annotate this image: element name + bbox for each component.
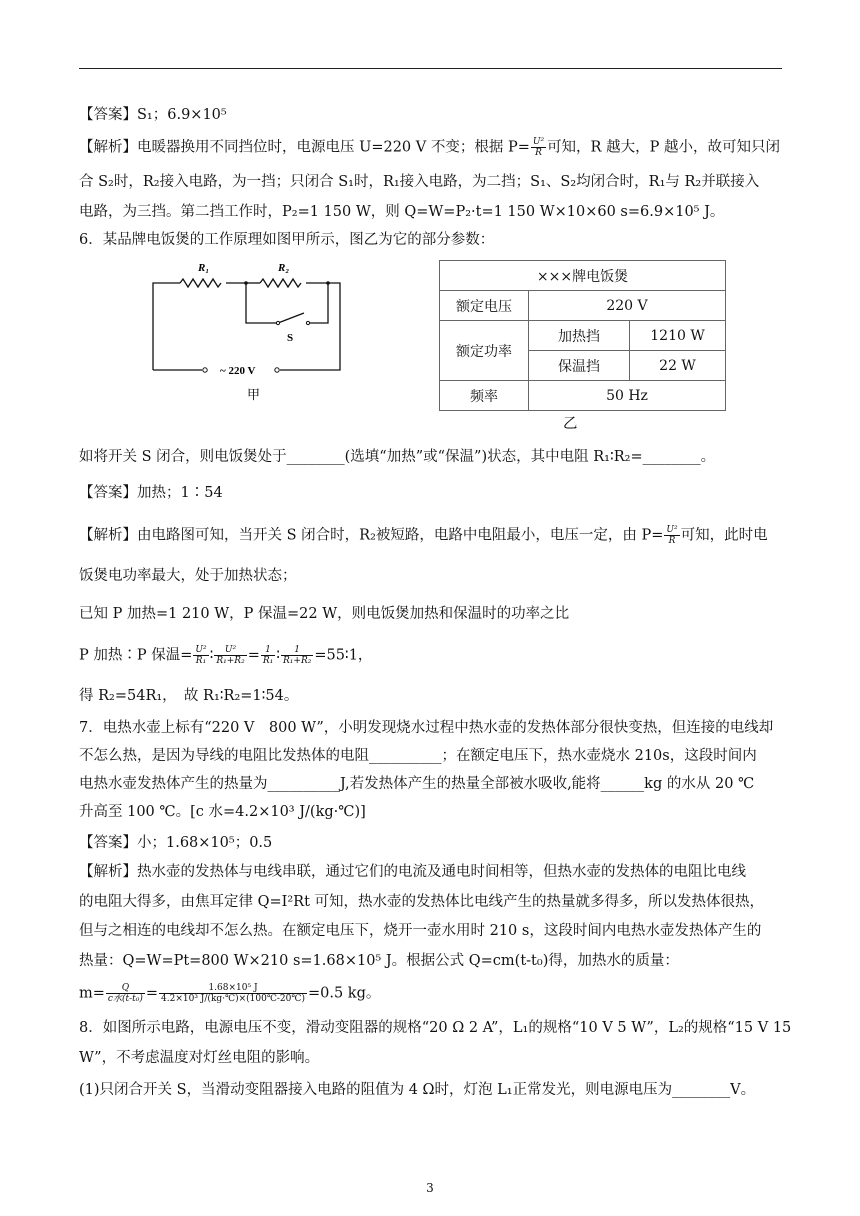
denominator: R₁+R₂ <box>216 656 245 666</box>
denominator: R₁+R₂ <box>283 656 312 666</box>
keep-value: 22 W <box>630 351 726 381</box>
resistor-r1 <box>180 279 221 287</box>
q7-explanation-line2: 的电阻大得多，由焦耳定律 Q=I²Rt 可知，热水壶的发热体比电线产生的热量就多得多，所以发热体很热， <box>79 894 765 910</box>
denominator: R₁ <box>262 656 274 666</box>
numerator: U² <box>666 525 678 535</box>
switch-contact <box>306 321 309 324</box>
rated-voltage-value: 220 V <box>529 291 726 321</box>
header-rule <box>79 68 782 69</box>
wire <box>308 283 328 323</box>
circuit-caption: 甲 <box>247 387 261 402</box>
q5-explanation-line2: 合 S₂时，R₂接入电路，为一挡；只闭合 S₁时，R₁接入电路，为二挡；S₁、S₂均闭合时，R₁与 R₂并联接入 <box>79 174 760 190</box>
q6-answer: 【答案】加热；1∶54 <box>79 485 223 501</box>
numerator: 1.68×10⁵ J <box>159 983 307 994</box>
fraction <box>159 983 307 1004</box>
numerator: U² <box>195 645 207 655</box>
explanation-label: 【解析】 <box>79 864 137 880</box>
q7-mass-formula <box>79 983 380 1004</box>
text: P 加热∶P 保温= <box>79 647 193 664</box>
q6-explanation-line1 <box>79 525 768 546</box>
r2-label: R₂ <box>278 262 290 274</box>
q8-line3: (1)只闭合开关 S，当滑动变阻器接入电路的阻值为 4 Ω时，灯泡 L₁正常发光，则电源电压为________V。 <box>79 1082 756 1098</box>
numerator: U² <box>532 137 545 147</box>
q7-answer: 【答案】小；1.68×10⁵；0.5 <box>79 835 273 851</box>
fraction <box>214 645 246 666</box>
freq-label: 频率 <box>440 381 529 411</box>
wire-right <box>280 283 340 370</box>
q6-explanation-line5: 得 R₂=54R₁， 故 R₁∶R₂=1∶54。 <box>79 688 299 704</box>
wire <box>246 283 278 323</box>
keep-label: 保温挡 <box>529 351 630 381</box>
numerator: U² <box>214 645 246 656</box>
junction-dot <box>244 281 248 285</box>
circuit-diagram <box>150 255 360 405</box>
r1-label: R₁ <box>198 262 210 274</box>
q6-explanation-line3: 已知 P 加热=1 210 W，P 保温=22 W，则电饭煲加热和保温时的功率之比 <box>79 606 570 622</box>
text: 热水壶的发热体与电线串联，通过它们的电流及通电时间相等，但热水壶的发热体的电阻比电线 <box>137 864 746 880</box>
explanation-label: 【解析】 <box>79 139 137 156</box>
table-caption: 乙 <box>563 416 578 432</box>
q5-explanation-line3: 电路，为三挡。第二挡工作时，P₂=1 150 W，则 Q=W=P₂·t=1 150 W×10×60 s=6.9×10⁵ J。 <box>79 204 725 220</box>
q8-line2: W”，不考虑温度对灯丝电阻的影响。 <box>79 1050 320 1066</box>
heat-value: 1210 W <box>630 321 726 351</box>
q5-answer: 【答案】S₁；6.9×10⁵ <box>79 107 227 123</box>
denominator: 4.2×10³ J/(kg·℃)×(100℃-20℃) <box>161 994 305 1004</box>
spec-table <box>439 260 726 411</box>
text: ∶ <box>276 647 281 664</box>
heat-label: 加热挡 <box>529 321 630 351</box>
text: ∶ <box>209 647 214 664</box>
q6-stem: 6．某品牌电饭煲的工作原理如图甲所示，图乙为它的部分参数： <box>79 232 495 248</box>
fraction <box>664 525 679 546</box>
text: = <box>247 647 260 664</box>
fraction <box>106 983 145 1004</box>
text: 可知，此时电 <box>680 527 768 544</box>
denominator: R <box>668 536 676 546</box>
numerator: 1 <box>261 645 275 656</box>
text: m= <box>79 985 105 1002</box>
wire-left <box>153 283 180 370</box>
numerator: 1 <box>281 645 313 656</box>
freq-value: 50 Hz <box>529 381 726 411</box>
q6-explanation-line2: 饭煲电功率最大，处于加热状态； <box>79 568 297 584</box>
fraction <box>281 645 313 666</box>
rated-voltage-label: 额定电压 <box>440 291 529 321</box>
denominator: R₁ <box>195 656 207 666</box>
source-label: ~ 220 V <box>220 365 256 377</box>
switch-contact <box>276 321 279 324</box>
denominator: R <box>535 148 542 158</box>
q7-line3: 电热水壶发热体产生的热量为__________J,若发热体产生的热量全部被水吸收,能将______kg 的水从 20 ℃ <box>79 776 755 792</box>
fraction <box>261 645 275 666</box>
switch-blade <box>278 313 304 323</box>
q7-explanation-line1 <box>79 862 746 882</box>
spec-title: ×××牌电饭煲 <box>440 261 726 291</box>
explanation-label: 【解析】 <box>79 527 137 544</box>
q5-explanation-line1 <box>79 137 780 158</box>
switch-label: S <box>287 332 294 344</box>
text: 由电路图可知，当开关 S 闭合时，R₂被短路，电路中电阻最小，电压一定，由 P= <box>137 527 664 544</box>
q7-explanation-line3: 但与之相连的电线却不怎么热。在额定电压下，烧开一壶水用时 210 s，这段时间内电热水壶发热体产生的 <box>79 923 762 939</box>
junction-dot <box>326 281 330 285</box>
q7-line4: 升高至 100 ℃。[c 水=4.2×10³ J/(kg·℃)] <box>79 804 366 820</box>
text: 可知，R 越大，P 越小，故可知只闭 <box>547 139 780 156</box>
denominator: c水(t-t₀) <box>107 994 143 1004</box>
terminal <box>275 368 279 372</box>
numerator: Q <box>106 983 145 994</box>
text: = <box>145 985 159 1002</box>
q7-explanation-line4: 热量：Q=W=Pt=800 W×210 s=1.68×10⁵ J。根据公式 Q=cm(t-t₀)得，加热水的质量： <box>79 953 679 969</box>
resistor-r2 <box>260 279 301 287</box>
fraction <box>193 645 208 666</box>
q8-line1: 8．如图所示电路，电源电压不变，滑动变阻器的规格“20 Ω 2 A”，L₁的规格“10 V 5 W”，L₂的规格“15 V 15 <box>79 1020 792 1036</box>
text: =55∶1， <box>314 647 373 664</box>
fraction <box>531 137 546 158</box>
q6-explanation-line4 <box>79 645 372 666</box>
page-number: 3 <box>426 1181 434 1195</box>
text: 电暖器换用不同挡位时，电源电压 U=220 V 不变；根据 P= <box>137 139 530 156</box>
text: =0.5 kg。 <box>307 985 381 1002</box>
q7-line2: 不怎么热，是因为导线的电阻比发热体的电阻__________；在额定电压下，热水壶烧水 210s，这段时间内 <box>79 748 757 764</box>
rated-power-label: 额定功率 <box>440 321 529 381</box>
terminal <box>203 368 207 372</box>
q6-question: 如将开关 S 闭合，则电饭煲处于________(选填“加热”或“保温”)状态，其中电阻 R₁∶R₂=________。 <box>79 449 716 465</box>
q7-line1: 7．电热水壶上标有“220 V 800 W”，小明发现烧水过程中热水壶的发热体部分很快变热，但连接的电线却 <box>79 720 774 736</box>
